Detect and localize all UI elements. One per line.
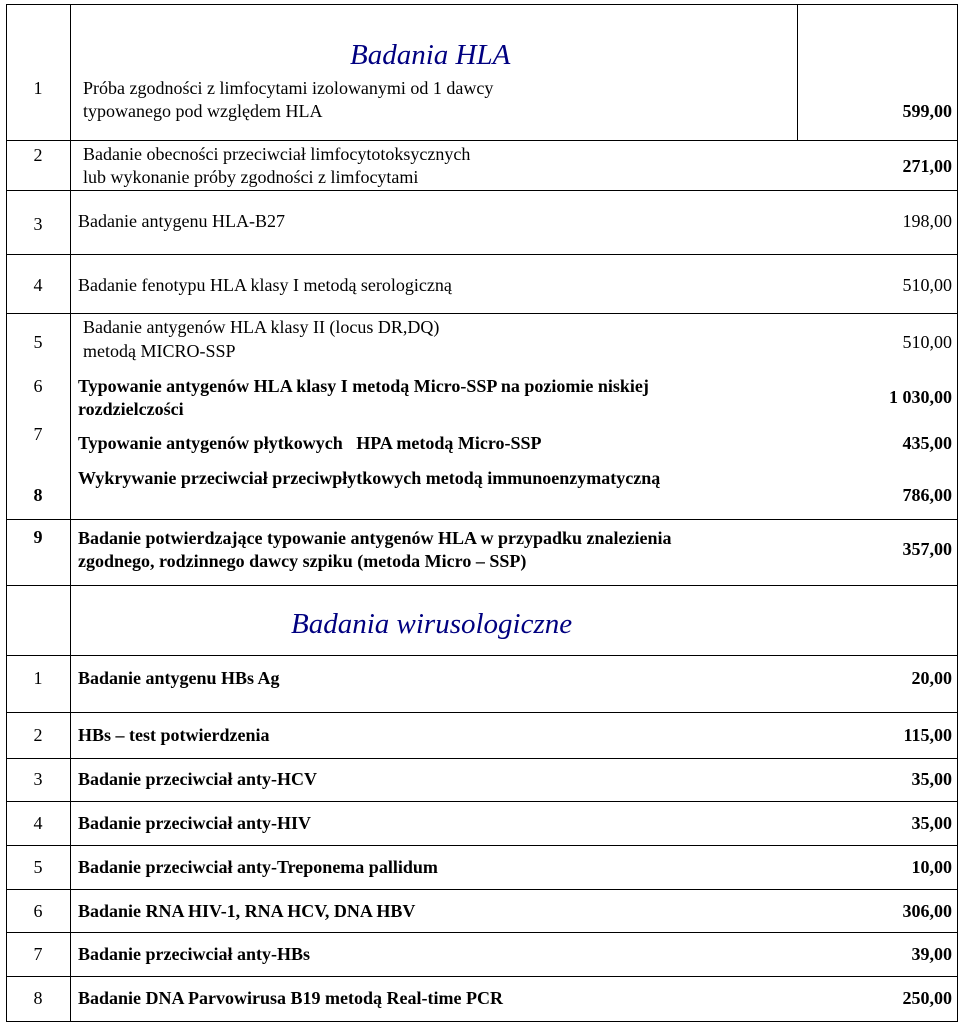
row-price: 786,00 — [902, 485, 952, 505]
row-label: Typowanie antygenów HLA klasy I metodą Micro-SSP na poziomie niskiej — [78, 376, 649, 396]
row-number: 2 — [33, 725, 43, 745]
row-label-continued: rozdzielczości — [78, 399, 184, 419]
row-label: Badanie fenotypu HLA klasy I metodą serologiczną — [78, 275, 452, 295]
row-price: 357,00 — [902, 539, 952, 559]
row-label: HBs – test potwierdzenia — [78, 725, 270, 745]
row-number: 7 — [33, 424, 43, 444]
row-number: 6 — [33, 376, 43, 396]
row-price: 35,00 — [911, 813, 952, 833]
row-label-continued: metodą MICRO-SSP — [83, 341, 236, 361]
row-price: 10,00 — [911, 857, 952, 877]
row-price: 39,00 — [911, 944, 952, 964]
row-price: 250,00 — [902, 988, 952, 1008]
row-price: 35,00 — [911, 769, 952, 789]
row-price: 306,00 — [902, 901, 952, 921]
row-label: Badanie antygenu HLA-B27 — [78, 211, 285, 231]
row-price: 510,00 — [902, 275, 952, 295]
row-label-continued: zgodnego, rodzinnego dawcy szpiku (metoda Micro – SSP) — [78, 551, 527, 571]
row-label-continued: lub wykonanie próby zgodności z limfocytami — [83, 167, 419, 187]
row-label: Wykrywanie przeciwciał przeciwpłytkowych metodą immunoenzymatyczną — [78, 468, 661, 488]
row-label: Badanie potwierdzające typowanie antygenów HLA w przypadku znalezienia — [78, 528, 672, 548]
row-label: Badanie antygenu HBs Ag — [78, 668, 280, 688]
row-number: 3 — [33, 214, 43, 234]
row-price: 271,00 — [902, 156, 952, 176]
row-price: 599,00 — [902, 101, 952, 121]
row-label: Badanie DNA Parvowirusa B19 metodą Real-time PCR — [78, 988, 503, 1008]
row-number: 1 — [33, 78, 43, 98]
row-price: 510,00 — [902, 332, 952, 352]
row-price: 20,00 — [911, 668, 952, 688]
row-number: 5 — [33, 332, 43, 352]
row-label: Badanie RNA HIV-1, RNA HCV, DNA HBV — [78, 901, 416, 921]
section-title-hla: Badania HLA — [350, 39, 511, 71]
row-price: 198,00 — [902, 211, 952, 231]
row-label-continued: typowanego pod względem HLA — [83, 101, 323, 121]
row-number: 3 — [33, 769, 43, 789]
row-number: 7 — [33, 944, 43, 964]
row-label: Badanie przeciwciał anty-Treponema pallidum — [78, 857, 438, 877]
section-title-viro: Badania wirusologiczne — [291, 608, 573, 640]
row-label: Badanie antygenów HLA klasy II (locus DR,DQ) — [83, 317, 440, 337]
row-number: 2 — [33, 145, 43, 165]
row-number: 5 — [33, 857, 43, 877]
row-price: 1 030,00 — [889, 387, 952, 407]
row-price: 435,00 — [902, 433, 952, 453]
row-label: Próba zgodności z limfocytami izolowanymi od 1 dawcy — [83, 78, 494, 98]
row-label: Badanie przeciwciał anty-HCV — [78, 769, 317, 789]
row-number: 1 — [33, 668, 43, 688]
row-label: Badanie przeciwciał anty-HIV — [78, 813, 311, 833]
row-number: 8 — [33, 485, 43, 505]
row-number: 4 — [33, 813, 43, 833]
row-label: Badanie obecności przeciwciał limfocytotoksycznych — [83, 144, 471, 164]
row-label: Typowanie antygenów płytkowych HPA metodą Micro-SSP — [78, 433, 542, 453]
row-number: 9 — [33, 527, 43, 547]
row-label: Badanie przeciwciał anty-HBs — [78, 944, 310, 964]
row-number: 6 — [33, 901, 43, 921]
row-number: 8 — [33, 988, 43, 1008]
row-number: 4 — [33, 275, 43, 295]
row-price: 115,00 — [903, 725, 952, 745]
